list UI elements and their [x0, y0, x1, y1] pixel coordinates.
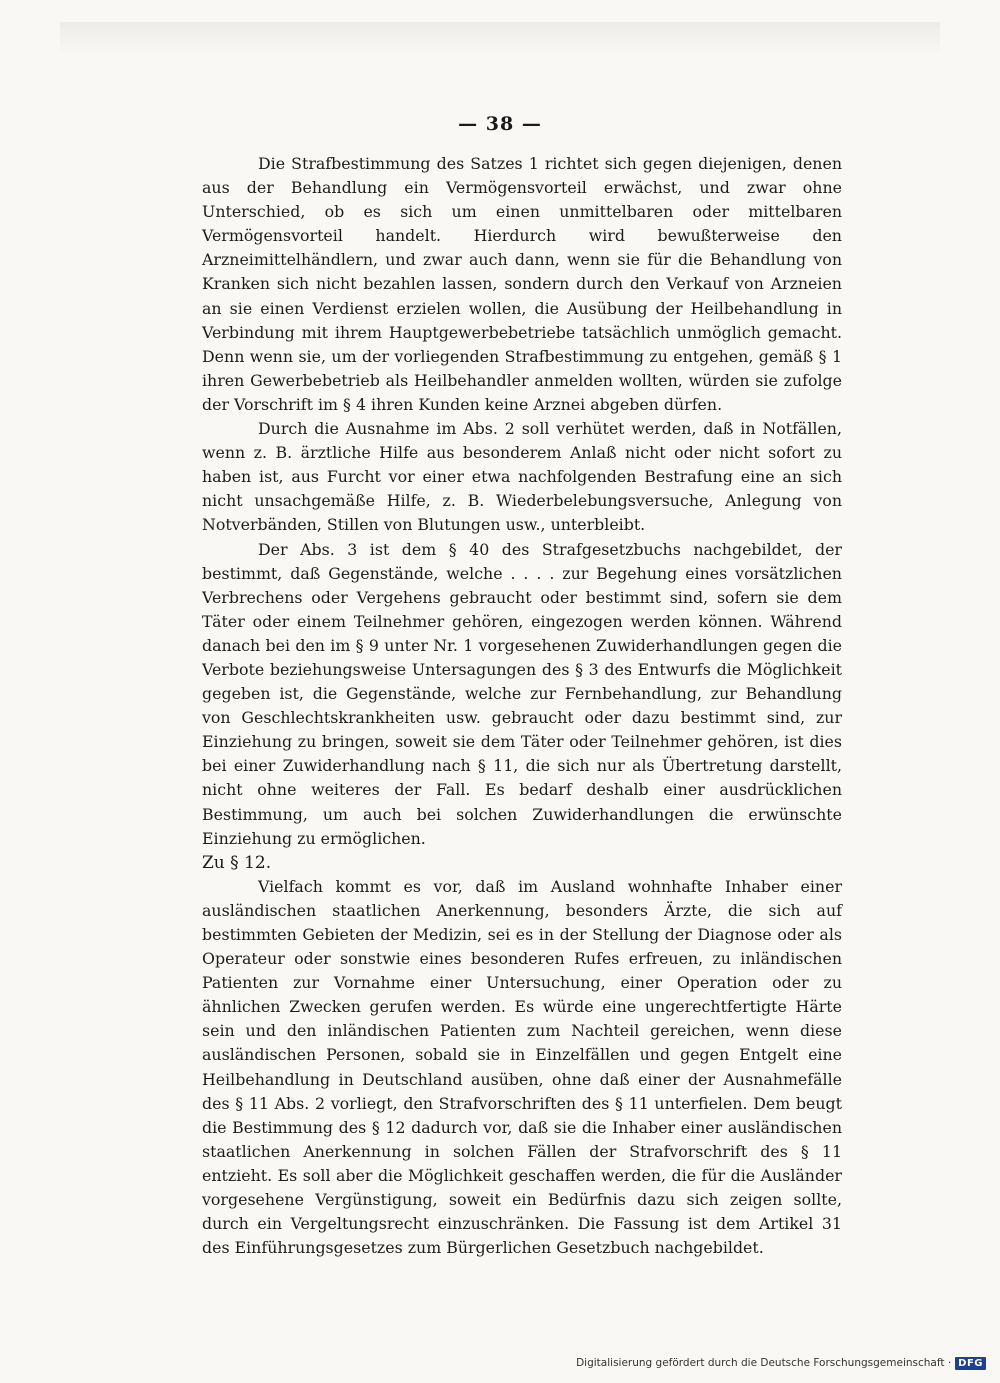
paragraph-3: Der Abs. 3 ist dem § 40 des Strafgesetzbuchs nachgebildet, der bestimmt, daß Gegenstände, welche . . . . zur Begehung eines vorsätzlichen Verbrechens oder Vergehens gebraucht oder bestimmt sind, sofern sie dem Täter oder einem Teilnehmer gehören, eingezogen werden können. Während danach bei den im § 9 unter Nr. 1 vorgesehenen Zuwiderhandlungen gegen die Verbote beziehungsweise Untersagungen des § 3 des Entwurfs die Möglichkeit gegeben ist, die Gegenstände, welche zur Fernbehandlung, zur Behandlung von Geschlechtskrankheiten usw. gebraucht oder dazu bestimmt sind, zur Einziehung zu bringen, soweit sie dem Täter oder Teilnehmer gehören, ist dies bei einer Zuwiderhandlung nach § 11, die sich nur als Übertretung darstellt, nicht ohne weiteres der Fall. Es bedarf deshalb einer ausdrücklichen Bestimmung, um auch bei solchen Zuwiderhandlungen die erwünschte Einziehung zu ermöglichen. — [202, 539, 842, 848]
scan-shadow — [60, 22, 940, 56]
section-heading: Zu § 12. — [202, 852, 272, 873]
page-number: — 38 — — [458, 113, 542, 135]
footer-credit: Digitalisierung gefördert durch die Deutsche Forschungsgemeinschaft · — [576, 1357, 952, 1369]
dfg-logo-icon: DFG — [955, 1357, 986, 1370]
paragraph-1: Die Strafbestimmung des Satzes 1 richtet sich gegen diejenigen, denen aus der Behandlung ein Vermögensvorteil erwächst, und zwar ohne Unterschied, ob es sich um einen unmittelbaren oder mittelbaren Vermögensvorteil handelt. Hierdurch wird bewußterweise den Arzneimittelhändlern, und zwar auch dann, wenn sie für die Behandlung von Kranken sich nicht bezahlen lassen, sondern durch den Verkauf von Arzneien an sie einen Verdienst erzielen wollen, die Ausübung der Heilbehandlung in Verbindung mit ihrem Hauptgewerbebetriebe tatsächlich unmöglich gemacht. Denn wenn sie, um der vorliegenden Strafbestimmung zu entgehen, gemäß § 1 ihren Gewerbebetrieb als Heilbehandler anmelden wollten, würden sie zufolge der Vorschrift im § 4 ihren Kunden keine Arznei abgeben dürfen. — [202, 154, 842, 414]
paragraph-2: Durch die Ausnahme im Abs. 2 soll verhütet werden, daß in Notfällen, wenn z. B. ärztliche Hilfe aus besonderem Anlaß nicht oder nicht sofort zu haben ist, aus Furcht vor einer etwa nachfolgenden Bestrafung eine an sich nicht unsachgemäße Hilfe, z. B. Wiederbelebungsversuche, Anlegung von Notverbänden, Stillen von Blutungen usw., unterbleibt. — [202, 419, 842, 535]
digitization-footer — [576, 1354, 986, 1372]
paragraph-4: Vielfach kommt es vor, daß im Ausland wohnhafte Inhaber einer ausländischen staatlichen Anerkennung, besonders Ärzte, die sich auf bestimmten Gebieten der Medizin, sei es in der Stellung der Diagnose oder als Operateur oder sonstwie eines besonderen Rufes erfreuen, zu inländischen Patienten zur Vornahme einer Untersuchung, einer Operation oder zu ähnlichen Zwecken gerufen werden. Es würde eine ungerechtfertigte Härte sein und den inländischen Patienten zum Nachteil gereichen, wenn diese ausländischen Personen, sobald sie in Einzelfällen und gegen Entgelt eine Heilbehandlung in Deutschland ausüben, ohne daß einer der Ausnahmefälle des § 11 Abs. 2 vorliegt, den Strafvorschriften des § 11 unterfielen. Dem beugt die Bestimmung des § 12 dadurch vor, daß sie die Inhaber einer ausländischen staatlichen Anerkennung in solchen Fällen der Strafvorschrift des § 11 entzieht. Es soll aber die Möglichkeit geschaffen werden, die für die Ausländer vorgesehene Vergünstigung, soweit ein Bedürfnis dazu sich zeigen sollte, durch ein Vergeltungsrecht einzuschränken. Die Fassung ist dem Artikel 31 des Einführungsgesetzes zum Bürgerlichen Gesetzbuch nachgebildet. — [202, 876, 842, 1258]
body-text — [202, 152, 842, 1260]
